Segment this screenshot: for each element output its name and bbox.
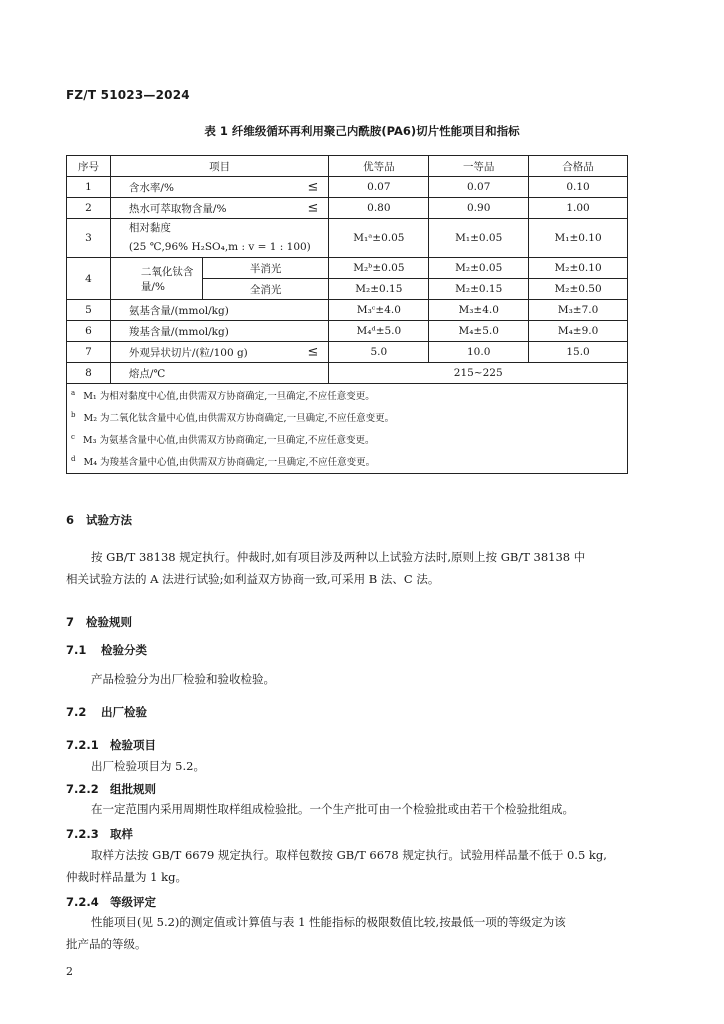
value-qualified: 0.10 bbox=[529, 177, 628, 198]
sub-item-full-dull: 全消光 bbox=[202, 279, 329, 300]
section-7-1-paragraph: 产品检验分为出厂检验和验收检验。 bbox=[91, 672, 275, 686]
value-qualified: M₃±7.0 bbox=[529, 300, 628, 321]
section-6-paragraph-line-2: 相关试验方法的 A 法进行试验;如利益双方协商一致,可采用 B 法、C 法。 bbox=[66, 572, 440, 586]
note-mark: c bbox=[71, 433, 75, 442]
table-header-row bbox=[67, 156, 628, 177]
note-text: M₃ 为氨基含量中心值,由供需双方协商确定,一旦确定,不应任意变更。 bbox=[82, 435, 375, 447]
table-note bbox=[71, 406, 623, 428]
value-qualified: 15.0 bbox=[529, 342, 628, 363]
section-7-2-3-paragraph-line-2: 仲裁时样品量为 1 kg。 bbox=[66, 870, 187, 884]
table-row bbox=[67, 321, 628, 342]
table-note bbox=[71, 384, 623, 406]
value-premium: M₂±0.15 bbox=[329, 279, 429, 300]
row-no: 8 bbox=[67, 363, 111, 384]
section-number: 7 bbox=[66, 615, 75, 629]
value-qualified: 1.00 bbox=[529, 198, 628, 219]
value-premium: M₃ᶜ±4.0 bbox=[329, 300, 429, 321]
value-first: M₂±0.15 bbox=[429, 279, 529, 300]
item-label: 相对黏度 bbox=[128, 222, 171, 234]
section-number: 6 bbox=[66, 513, 75, 527]
table-row bbox=[67, 300, 628, 321]
note-mark: b bbox=[71, 411, 76, 420]
section-7-2-3-paragraph-line-1: 取样方法按 GB/T 6679 规定执行。取样包数按 GB/T 6678 规定执行。试验用样品量不低于 0.5 kg, bbox=[91, 848, 607, 862]
section-number: 7.2.3 bbox=[66, 827, 99, 841]
note-text: M₁ 为相对黏度中心值,由供需双方协商确定,一旦确定,不应任意变更。 bbox=[83, 391, 375, 403]
section-7-1-heading bbox=[66, 642, 147, 658]
row-no: 3 bbox=[67, 219, 111, 258]
value-premium: M₂ᵇ±0.05 bbox=[329, 258, 429, 279]
section-title: 取样 bbox=[110, 827, 133, 841]
section-title: 出厂检验 bbox=[101, 705, 147, 719]
row-item bbox=[110, 198, 329, 219]
page-number: 2 bbox=[66, 965, 73, 978]
table-row bbox=[67, 177, 628, 198]
row-no: 7 bbox=[67, 342, 111, 363]
table-row bbox=[67, 363, 628, 384]
section-number: 7.2 bbox=[66, 705, 87, 719]
section-title: 等级评定 bbox=[110, 895, 156, 909]
value-premium: M₁ᵃ±0.05 bbox=[329, 219, 429, 258]
item-label: 含水率/% bbox=[128, 181, 174, 194]
table-note bbox=[71, 428, 623, 450]
section-title: 检验项目 bbox=[110, 738, 156, 752]
row-item: 氨基含量/(mmol/kg) bbox=[110, 300, 329, 321]
less-equal-sign: ≤ bbox=[307, 179, 319, 195]
value-qualified: M₂±0.50 bbox=[529, 279, 628, 300]
value-first: M₃±4.0 bbox=[429, 300, 529, 321]
row-no: 2 bbox=[67, 198, 111, 219]
value-premium: 0.80 bbox=[329, 198, 429, 219]
table-note bbox=[71, 450, 623, 472]
value-all-grades: 215~225 bbox=[329, 363, 628, 384]
item-label: 外观异状切片/(粒/100 g) bbox=[128, 346, 248, 359]
section-7-2-2-paragraph: 在一定范围内采用周期性取样组成检验批。一个生产批可由一个检验批或由若干个检验批组成。 bbox=[91, 802, 574, 816]
value-first: 0.07 bbox=[429, 177, 529, 198]
item-label: 热水可萃取物含量/% bbox=[128, 202, 227, 215]
section-number: 7.2.4 bbox=[66, 895, 99, 909]
note-text: M₄ 为羧基含量中心值,由供需双方协商确定,一旦确定,不应任意变更。 bbox=[83, 457, 376, 469]
value-first: M₁±0.05 bbox=[429, 219, 529, 258]
section-number: 7.2.1 bbox=[66, 738, 99, 752]
section-7-2-4-heading bbox=[66, 894, 156, 910]
header-grade-qualified: 合格品 bbox=[529, 156, 628, 177]
section-7-heading bbox=[66, 614, 132, 630]
header-grade-premium: 优等品 bbox=[329, 156, 429, 177]
sub-item-semi-dull: 半消光 bbox=[202, 258, 329, 279]
row-no: 5 bbox=[67, 300, 111, 321]
table-notes bbox=[67, 384, 628, 474]
value-qualified: M₁±0.10 bbox=[529, 219, 628, 258]
value-first: M₂±0.05 bbox=[429, 258, 529, 279]
section-title: 试验方法 bbox=[86, 513, 132, 527]
value-first: 10.0 bbox=[429, 342, 529, 363]
row-item bbox=[110, 342, 329, 363]
row-item bbox=[110, 219, 329, 258]
section-title: 检验规则 bbox=[86, 615, 132, 629]
value-premium: M₄ᵈ±5.0 bbox=[329, 321, 429, 342]
spec-table bbox=[66, 155, 628, 474]
section-number: 7.1 bbox=[66, 643, 87, 657]
value-qualified: M₄±9.0 bbox=[529, 321, 628, 342]
item-condition: (25 ℃,96% H₂SO₄,m : v = 1 : 100) bbox=[128, 241, 311, 253]
document-header: FZ/T 51023—2024 bbox=[66, 88, 190, 102]
table-row bbox=[67, 198, 628, 219]
row-item: 熔点/℃ bbox=[110, 363, 329, 384]
note-mark: d bbox=[71, 455, 76, 464]
row-item bbox=[110, 177, 329, 198]
row-no: 1 bbox=[67, 177, 111, 198]
note-text: M₂ 为二氧化钛含量中心值,由供需双方协商确定,一旦确定,不应任意变更。 bbox=[83, 413, 395, 425]
row-no: 4 bbox=[67, 258, 111, 300]
section-7-2-4-paragraph-line-2: 批产品的等级。 bbox=[66, 937, 147, 951]
header-no: 序号 bbox=[67, 156, 111, 177]
row-no: 6 bbox=[67, 321, 111, 342]
row-item: 羧基含量/(mmol/kg) bbox=[110, 321, 329, 342]
section-7-2-2-heading bbox=[66, 781, 156, 797]
table-row bbox=[67, 219, 628, 258]
section-number: 7.2.2 bbox=[66, 782, 99, 796]
row-item: 二氧化钛含量/% bbox=[110, 258, 202, 300]
table-notes-row bbox=[67, 384, 628, 474]
section-7-2-3-heading bbox=[66, 826, 133, 842]
header-item: 项目 bbox=[110, 156, 329, 177]
section-title: 检验分类 bbox=[101, 643, 147, 657]
section-7-2-1-heading bbox=[66, 737, 156, 753]
header-grade-first: 一等品 bbox=[429, 156, 529, 177]
table-row bbox=[67, 342, 628, 363]
section-title: 组批规则 bbox=[110, 782, 156, 796]
value-first: M₄±5.0 bbox=[429, 321, 529, 342]
note-mark: a bbox=[71, 389, 76, 397]
table-title: 表 1 纤维级循环再利用聚己内酰胺(PA6)切片性能项目和指标 bbox=[204, 124, 520, 138]
section-6-heading bbox=[66, 512, 132, 528]
section-7-2-heading bbox=[66, 704, 147, 720]
section-6-paragraph-line-1: 按 GB/T 38138 规定执行。仲裁时,如有项目涉及两种以上试验方法时,原则上按 GB/T 38138 中 bbox=[91, 550, 586, 564]
value-first: 0.90 bbox=[429, 198, 529, 219]
value-premium: 5.0 bbox=[329, 342, 429, 363]
value-premium: 0.07 bbox=[329, 177, 429, 198]
less-equal-sign: ≤ bbox=[307, 200, 319, 216]
table-row bbox=[67, 258, 628, 279]
value-qualified: M₂±0.10 bbox=[529, 258, 628, 279]
less-equal-sign: ≤ bbox=[307, 344, 319, 360]
section-7-2-4-paragraph-line-1: 性能项目(见 5.2)的测定值或计算值与表 1 性能指标的极限数值比较,按最低一项的等级定为该 bbox=[91, 915, 566, 929]
section-7-2-1-paragraph: 出厂检验项目为 5.2。 bbox=[91, 759, 205, 773]
